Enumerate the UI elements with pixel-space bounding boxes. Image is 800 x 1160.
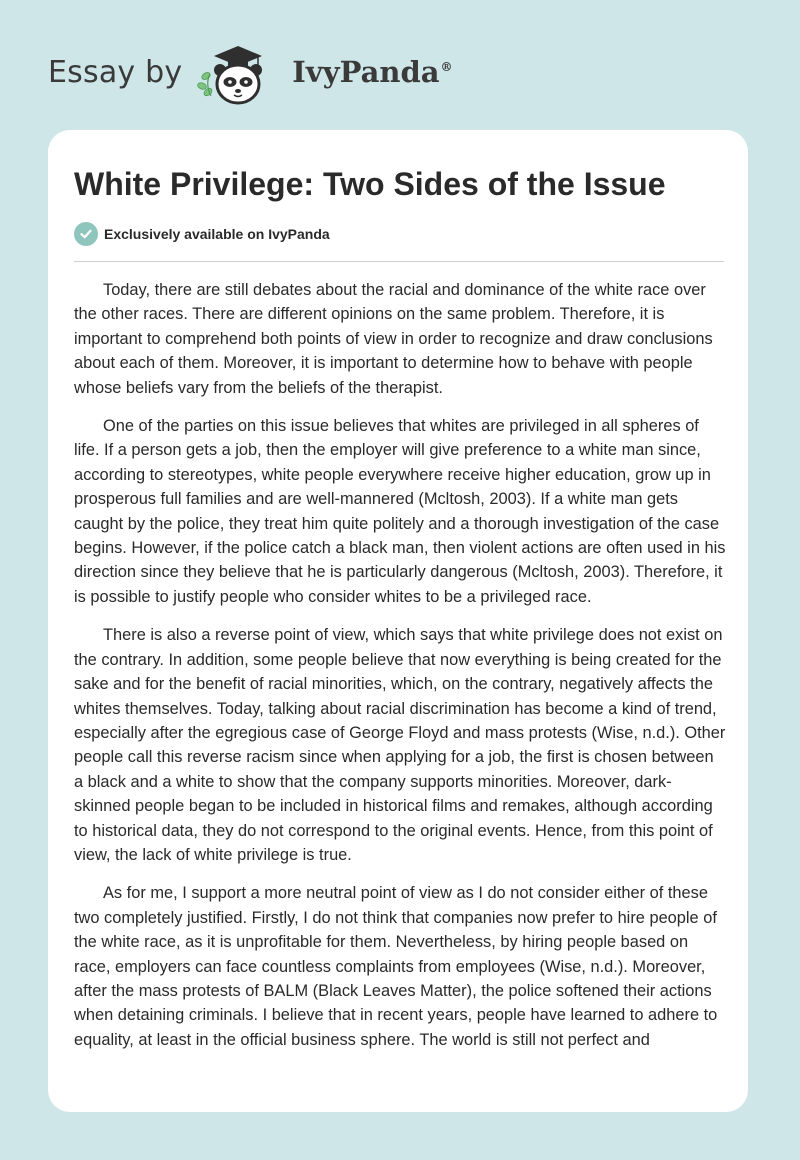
brand-name (292, 55, 452, 89)
paragraph: As for me, I support a more neutral point of view as I do not consider either of these two completely justified. Firstly, I do not think that companies now prefer to hire people of the white race, as it is unprofitable for them. Nevertheless, by hiring people based on race, employers can face countless complaints from employees (Wise, n.d.). Moreover, after the mass protests of BALM (Black Leaves Matter), the police softened their actions when detaining criminals. I believe that in recent years, people have learned to adhere to equality, at least in the official business sphere. The world is still not perfect and (74, 884, 718, 1049)
exclusive-label: Exclusively available on IvyPanda (104, 226, 330, 242)
divider (74, 261, 724, 262)
essay-by-label: Essay by (48, 54, 183, 90)
ivy-leaves-icon (197, 71, 214, 97)
exclusive-badge (74, 222, 330, 246)
panda-logo-icon (196, 36, 288, 108)
article-body (74, 278, 726, 1098)
check-circle-icon (74, 222, 98, 246)
paragraph: One of the parties on this issue believes that whites are privileged in all spheres of life. If a person gets a job, then the employer will give preference to a white man since, according to stereotypes, white people everywhere receive higher education, grow up in prosperous full families and are well-mannered (Mcltosh, 2003). If a white man gets caught by the police, they treat him quite politely and a thorough investigation of the case begins. However, if the police catch a black man, then violent actions are often used in his direction since they believe that he is particularly dangerous (Mcltosh, 2003). Therefore, it is possible to justify people who consider whites to be a privileged race. (74, 417, 726, 606)
check-mark-icon (79, 227, 93, 241)
article-title: White Privilege: Two Sides of the Issue (74, 166, 666, 202)
article-card (48, 130, 748, 1112)
paragraph: Today, there are still debates about the racial and dominance of the white race over the other races. There are different opinions on the same problem. Therefore, it is important to comprehend both points of view in order to recognize and draw conclusions about each of them. Moreover, it is important to determine how to behave with people whose beliefs vary from the beliefs of the therapist. (74, 281, 713, 397)
paragraph: There is also a reverse point of view, which says that white privilege does not exist on the contrary. In addition, some people believe that now everything is being created for the sake and for the benefit of racial minorities, which, on the contrary, negatively affects the whites themselves. Today, talking about racial discrimination has become a kind of trend, especially after the egregious case of George Floyd and mass protests (Wise, n.d.). Other people call this reverse racism since when applying for a job, the first is chosen between a black and a white to show that the company supports minorities. Moreover, dark-skinned people began to be included in historical films and remakes, although according to historical data, they do not correspond to the original events. Hence, from this point of view, the lack of white privilege is true. (74, 626, 726, 864)
brand-text: IvyPanda (292, 55, 440, 89)
site-header (48, 36, 453, 108)
registered-mark: ® (440, 60, 453, 75)
